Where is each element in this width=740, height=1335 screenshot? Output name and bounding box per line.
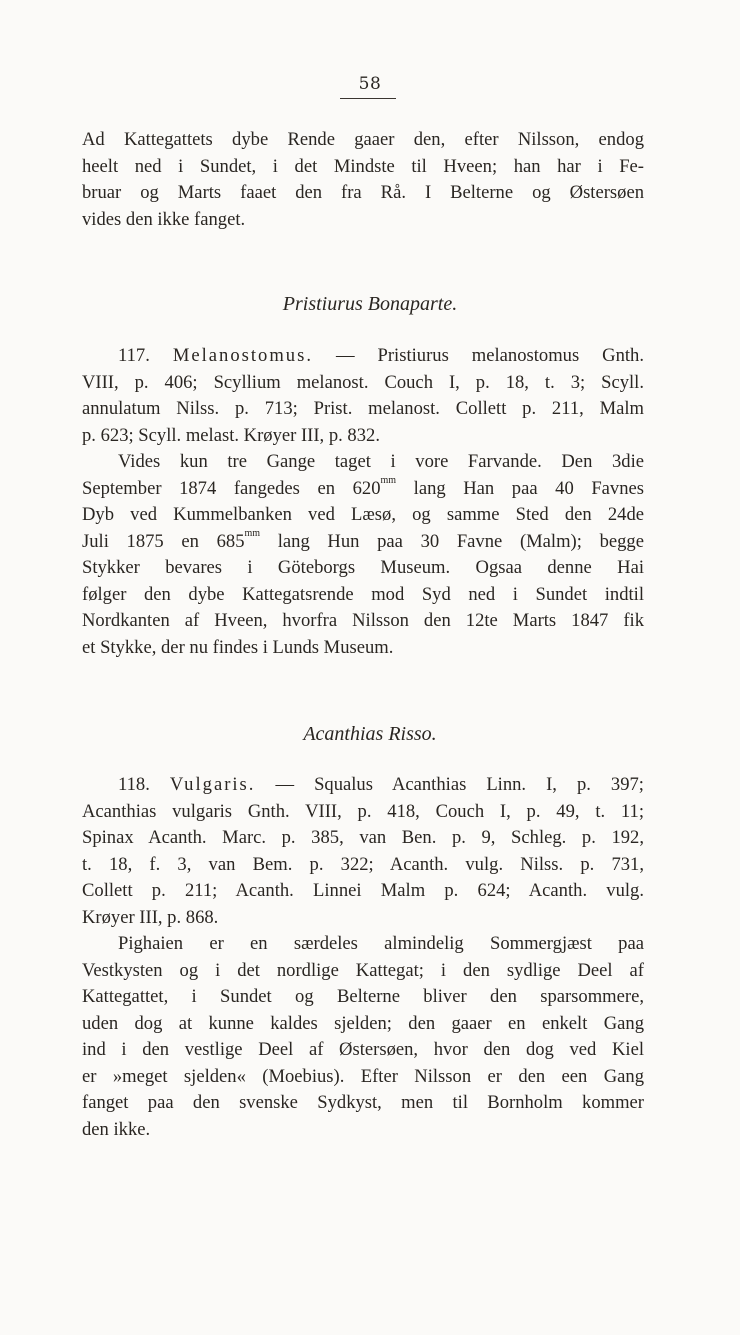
species-name: Melanostomus.	[172, 345, 313, 366]
page-number-rule	[340, 98, 396, 99]
text-line: Collett p. 211; Acanth. Linnei Malm p. 624; Acanth. vulg.	[82, 880, 644, 901]
entry-first-line	[82, 343, 644, 370]
text-line: Spinax Acanth. Marc. p. 385, van Ben. p. 9, Schleg. p. 192,	[82, 827, 644, 848]
text-line: Stykker bevares i Göteborgs Museum. Ogsaa denne Hai	[82, 557, 644, 578]
text-line: Ad Kattegattets dybe Rende gaaer den, efter Nilsson, endog	[82, 129, 644, 150]
text-line: VIII, p. 406; Scyllium melanost. Couch I, p. 18, t. 3; Scyll.	[82, 371, 644, 393]
text-line: et Stykke, der nu findes i Lunds Museum.	[82, 636, 394, 658]
text-line: annulatum Nilss. p. 713; Prist. melanost. Collett p. 211, Malm	[82, 398, 644, 419]
text-line: den ikke.	[82, 1118, 151, 1140]
entry-number: 118.	[118, 774, 150, 795]
text-line: Krøyer III, p. 868.	[82, 906, 219, 928]
entry-first-line	[82, 772, 644, 799]
text-line: p. 623; Scyll. melast. Krøyer III, p. 832.	[82, 424, 380, 446]
synonym-text: — Squalus Acanthias Linn. I, p. 397;	[275, 774, 644, 795]
text-line	[82, 476, 644, 503]
page-number: 58	[358, 74, 382, 94]
text-line: Acanthias vulgaris Gnth. VIII, p. 418, Couch I, p. 49, t. 11;	[82, 800, 644, 822]
text-line: følger den dybe Kattegatsrende mod Syd ned i Sundet indtil	[82, 583, 644, 605]
text-segment: lang Han paa 40 Favnes	[396, 477, 645, 499]
text-segment: Juli 1875 en 685	[82, 530, 245, 552]
text-line: fanget paa den svenske Sydkyst, men til Bornholm kommer	[82, 1092, 644, 1113]
text-line: heelt ned i Sundet, i det Mindste til Hveen; han har i Fe-	[82, 155, 644, 177]
text-line: Kattegattet, i Sundet og Belterne bliver den sparsommere,	[82, 986, 644, 1007]
species-name: Vulgaris.	[169, 774, 256, 795]
text-line: Pighaien er en særdeles almindelig Sommergjæst paa	[118, 933, 644, 954]
unit-superscript: mm	[244, 527, 261, 539]
text-line: Nordkanten af Hveen, hvorfra Nilsson den 12te Marts 1847 fik	[82, 610, 644, 631]
entry-117	[82, 343, 644, 661]
text-segment: September 1874 fangedes en 620	[82, 477, 381, 499]
intro-paragraph	[82, 127, 644, 233]
unit-superscript: mm	[380, 474, 397, 486]
text-line: bruar og Marts faaet den fra Rå. I Belterne og Østersøen	[82, 182, 644, 203]
text-line: uden dog at kunne kaldes sjelden; den gaaer en enkelt Gang	[82, 1012, 644, 1034]
text-line: Vides kun tre Gange taget i vore Farvande. Den 3die	[118, 451, 644, 472]
text-line: Vestkysten og i det nordlige Kattegat; i den sydlige Deel af	[82, 959, 644, 981]
text-segment: lang Hun paa 30 Favne (Malm); begge	[260, 530, 644, 552]
section-heading-acanthias: Acanthias Risso.	[303, 723, 437, 745]
synonym-text: — Pristiurus melanostomus Gnth.	[335, 345, 644, 366]
section-heading-pristiurus: Pristiurus Bonaparte.	[282, 293, 458, 315]
entry-number: 117.	[118, 345, 150, 366]
text-line: t. 18, f. 3, van Bem. p. 322; Acanth. vulg. Nilss. p. 731,	[82, 853, 644, 875]
text-line: vides den ikke fanget.	[82, 208, 246, 230]
text-line	[82, 529, 644, 556]
text-line: ind i den vestlige Deel af Østersøen, hvor den dog ved Kiel	[82, 1039, 644, 1060]
entry-118	[82, 772, 644, 1143]
text-line: Dyb ved Kummelbanken ved Læsø, og samme Sted den 24de	[82, 504, 644, 525]
text-line: er »meget sjelden« (Moebius). Efter Nilsson er den een Gang	[82, 1065, 644, 1087]
